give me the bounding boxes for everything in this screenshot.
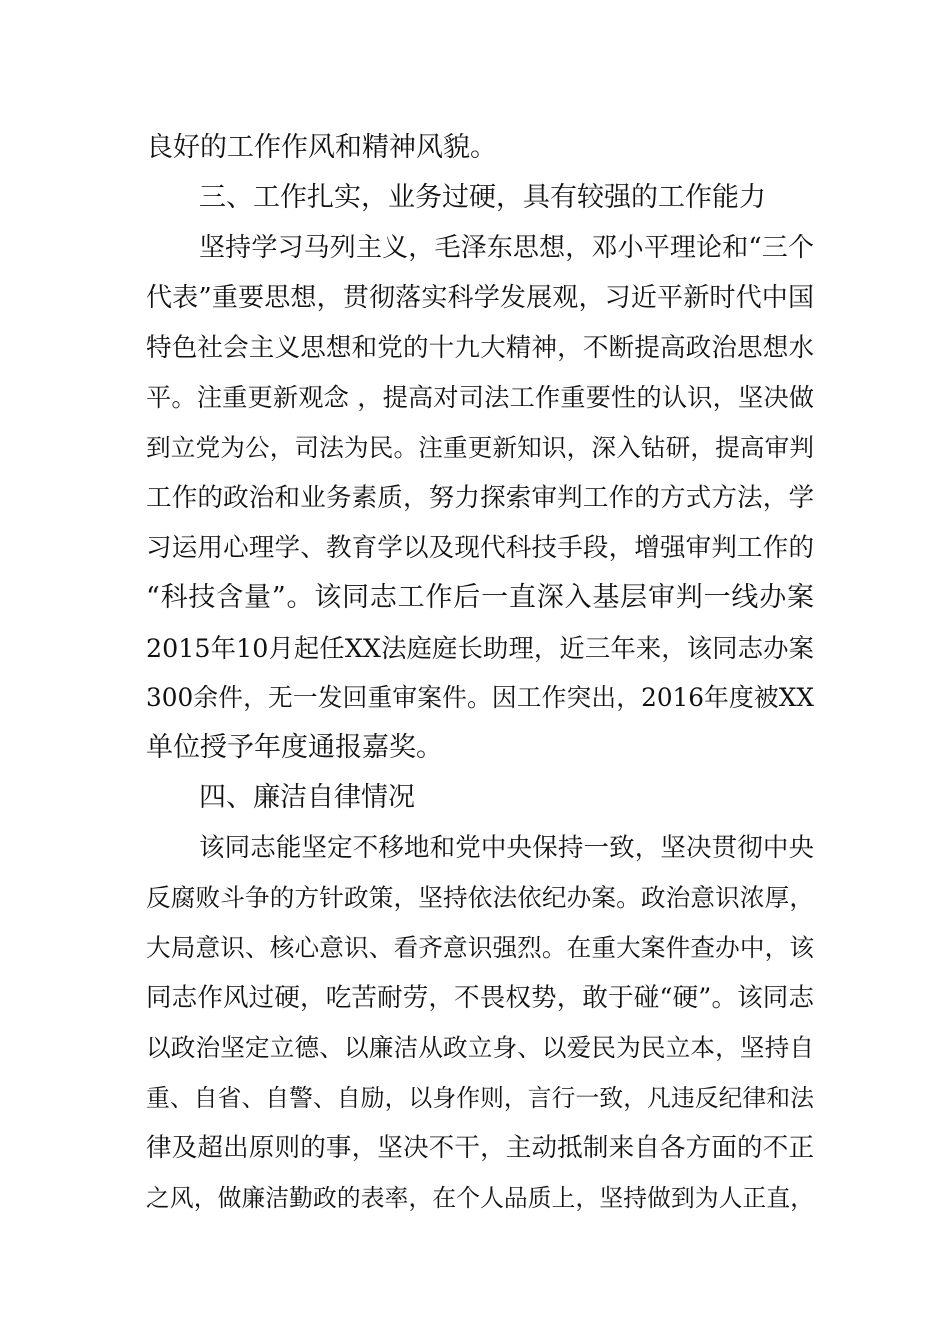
- text-line: 2015年10月起任XX法庭庭长助理，近三年来，该同志办案: [146, 633, 814, 663]
- text-line: 同志作风过硬，吃苦耐劳，不畏权势，敢于碰“硬”。该同志: [146, 983, 814, 1013]
- section-heading-4: 四、廉洁自律情况: [199, 782, 415, 813]
- text-line: “科技含量”。该同志工作后一直深入基层审判一线办案: [146, 582, 814, 613]
- text-line: 律及超出原则的事，坚决不干，主动抵制来自各方面的不正: [146, 1133, 814, 1163]
- text-line: 300余件，无一发回重审案件。因工作突出，2016年度被XX: [146, 683, 814, 712]
- text-line: 之风，做廉洁勤政的表率，在个人品质上，坚持做到为人正直，: [146, 1184, 814, 1212]
- text-line: 习运用心理学、教育学以及现代科技手段，增强审判工作的: [146, 533, 814, 563]
- text-line: 工作的政治和业务素质，努力探索审判工作的方式方法，学: [146, 483, 814, 513]
- section-heading-3: 三、工作扎实，业务过硬，具有较强的工作能力: [199, 182, 766, 213]
- text-line: 重、自省、自警、自励，以身作则，言行一致，凡违反纪律和法: [146, 1084, 814, 1112]
- text-line: 良好的工作作风和精神风貌。: [146, 132, 497, 163]
- text-line: 反腐败斗争的方针政策，坚持依法依纪办案。政治意识浓厚，: [146, 883, 814, 912]
- text-line: 以政治坚定立德、以廉洁从政立身、以爱民为民立本，坚持自: [146, 1033, 814, 1062]
- text-line: 该同志能坚定不移地和党中央保持一致，坚决贯彻中央: [199, 833, 814, 863]
- text-line: 代表”重要思想，贯彻落实科学发展观，习近平新时代中国: [146, 283, 814, 313]
- text-line: 坚持学习马列主义，毛泽东思想，邓小平理论和“三个: [199, 233, 814, 263]
- body-text: [146, 123, 814, 1223]
- text-line: 到立党为公，司法为民。注重更新知识，深入钻研，提高审判: [146, 433, 814, 462]
- text-line: 单位授予年度通报嘉奖。: [146, 732, 443, 763]
- text-line: 大局意识、核心意识、看齐意识强烈。在重大案件查办中，该: [146, 933, 814, 962]
- text-line: 特色社会主义思想和党的十九大精神，不断提高政治思想水: [146, 333, 814, 363]
- text-line: 平。注重更新观念 ，提高对司法工作重要性的认识，坚决做: [146, 383, 814, 412]
